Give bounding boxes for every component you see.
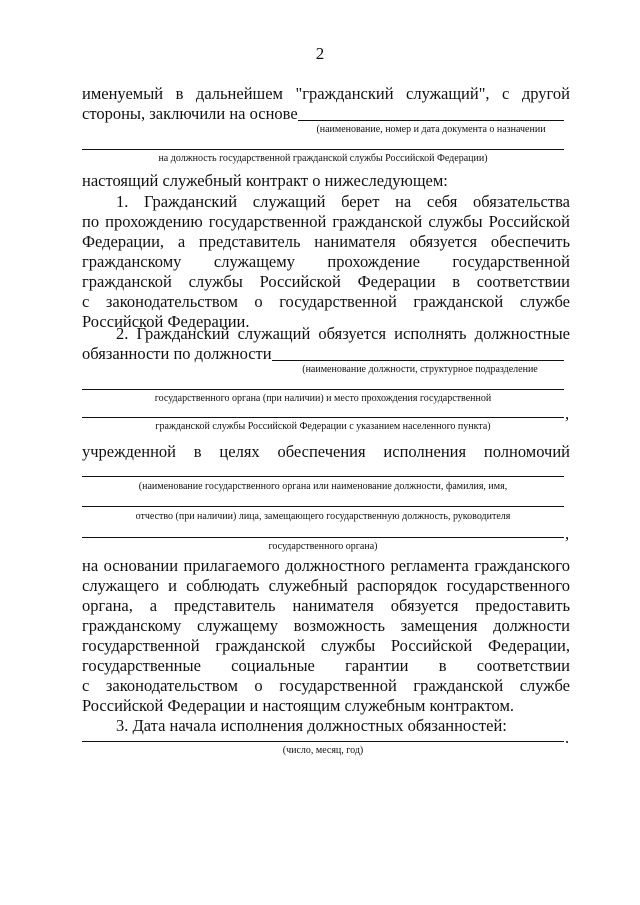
punctuation-comma: , [565, 524, 570, 543]
fill-in-line [82, 537, 564, 538]
field-caption: (наименование государственного органа или наименование должности, фамилия, имя, [138, 481, 508, 492]
text-line: 2. Гражданский служащий обязуется исполнять должностные [116, 324, 570, 343]
field-caption: гражданской службы Российской Федерации с указанием населенного пункта) [155, 421, 491, 432]
text-line: настоящий служебный контракт о нижеследующем: [82, 171, 448, 190]
text-line: гражданскому служащему прохождение государственной [82, 252, 570, 271]
field-caption: отчество (при наличии) лица, замещающего государственную должность, руководителя [135, 511, 511, 522]
text-line: Российской Федерации и настоящим служебным контрактом. [82, 696, 515, 715]
text-fragment: стороны, заключили на основе [82, 104, 298, 123]
text-line: на основании прилагаемого должностного регламента гражданского [82, 556, 570, 575]
text-line: 1. Гражданский служащий берет на себя обязательства [116, 192, 570, 211]
text-line: именуемый в дальнейшем "гражданский служащий", с другой [82, 84, 570, 103]
text-line: с законодательством о государственной гражданской службе [82, 676, 570, 695]
text-line: 3. Дата начала исполнения должностных обязанностей: [116, 716, 507, 735]
fill-in-line [272, 360, 564, 361]
text-line: государственные социальные гарантии в соответствии [82, 656, 570, 675]
text-line: с законодательством о государственной гражданской службе [82, 292, 570, 311]
fill-in-line [82, 149, 564, 150]
page-number: 2 [315, 44, 325, 63]
field-caption: (наименование должности, структурное подразделение [302, 364, 538, 375]
text-line: органа, а представитель нанимателя обязуется предоставить [82, 596, 570, 615]
text-line: обязанности по должности [82, 344, 272, 363]
text-line: учрежденной в целях обеспечения исполнения полномочий [82, 442, 570, 461]
text-line: Российской Федерации. [82, 312, 250, 331]
punctuation-period: . [565, 728, 570, 747]
field-caption: государственного органа (при наличии) и место прохождения государственной [154, 393, 492, 404]
punctuation-comma: , [565, 404, 570, 423]
fill-in-line [82, 417, 564, 418]
text-line: гражданскому служащему возможность замещения должности [82, 616, 570, 635]
text-line: Федерации, а представитель нанимателя обязуется обеспечить [82, 232, 570, 251]
text-line: служащего и соблюдать служебный распорядок государственного [82, 576, 570, 595]
fill-in-line [82, 741, 564, 742]
text-line: государственной гражданской службы Российской Федерации, [82, 636, 570, 655]
text-line [82, 104, 570, 124]
fill-in-line [82, 476, 564, 477]
field-caption: на должность государственной гражданской службы Российской Федерации) [158, 153, 488, 164]
fill-in-line [82, 506, 564, 507]
fill-in-line [82, 389, 564, 390]
fill-in-line [298, 120, 564, 121]
field-caption: государственного органа) [268, 541, 378, 552]
text-line: гражданской службы Российской Федерации в соответствии [82, 272, 570, 291]
field-caption: (число, месяц, год) [282, 745, 364, 756]
field-caption: (наименование, номер и дата документа о назначении [316, 124, 546, 135]
text-line: по прохождению государственной гражданской службы Российской [82, 212, 570, 231]
